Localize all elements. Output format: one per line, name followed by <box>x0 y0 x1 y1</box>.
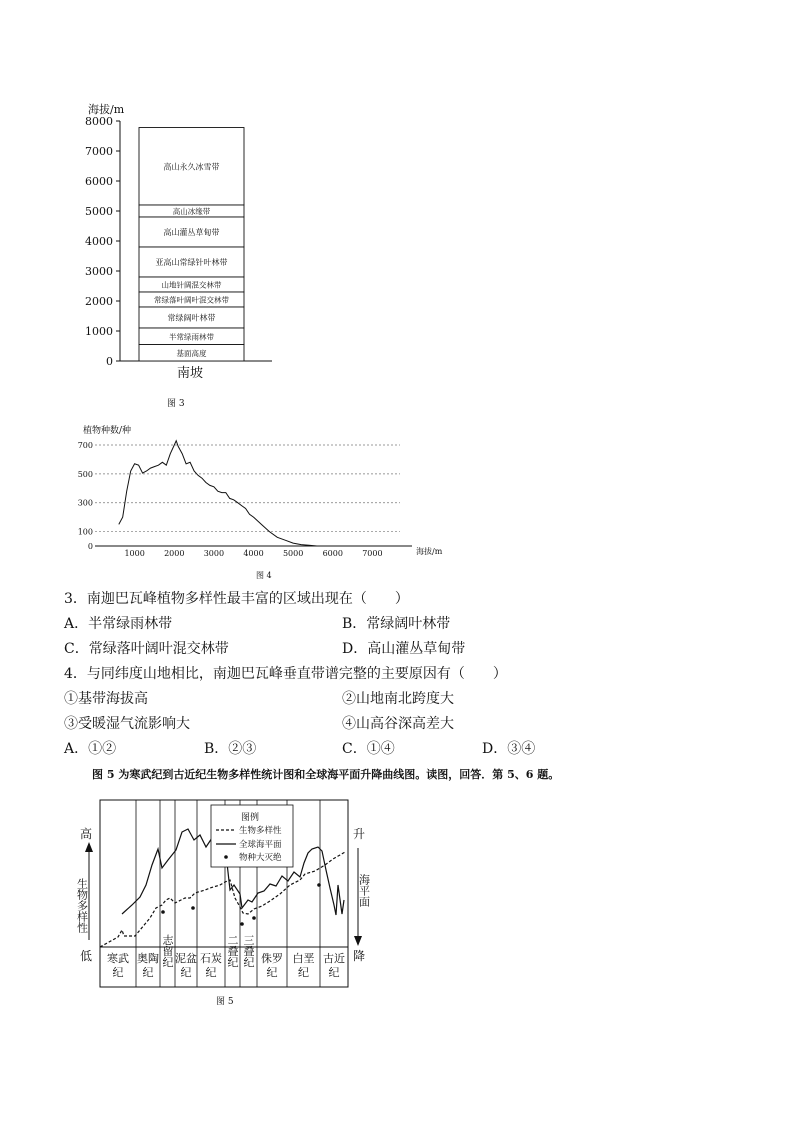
fig5-left-label: 生物多样性 <box>75 878 89 933</box>
fig3-caption: 图 3 <box>167 399 185 409</box>
question-4-option-a[interactable]: A．①② <box>64 741 117 757</box>
fig5-right-high: 升 <box>353 827 366 841</box>
fig3-y-axis-label: 海拔/m <box>88 103 125 116</box>
fig5-left-arrow-up-icon <box>85 842 93 852</box>
fig3-zone-label: 半常绿雨林带 <box>169 332 214 342</box>
fig5-period-label: 泥盆纪 <box>175 952 197 979</box>
fig4-y-tick-label: 500 <box>77 469 93 479</box>
fig5-biodiversity-sea-level-chart <box>0 790 794 1020</box>
fig5-legend-sea-level: 全球海平面 <box>239 840 282 850</box>
fig3-zone-label: 高山灌丛草甸带 <box>163 228 220 237</box>
intro-questions-5-6: 图 5 为寒武纪到古近纪生物多样性统计图和全球海平面升降曲线图。读图，回答．第 5、6 题。 <box>92 768 560 781</box>
fig5-period-label: 奥陶纪 <box>137 952 159 979</box>
fig5-period-label: 古近纪 <box>323 952 345 979</box>
fig4-y-tick-label: 0 <box>87 542 93 551</box>
fig5-legend-title: 图例 <box>241 813 260 823</box>
fig3-zone-chart <box>0 0 794 420</box>
fig3-zone-label: 常绿阔叶林带 <box>167 313 216 323</box>
fig5-period-label: 二叠纪 <box>226 934 239 968</box>
fig3-y-tick-label: 3000 <box>85 265 113 278</box>
fig4-x-tick-label: 5000 <box>282 549 304 558</box>
fig3-y-tick-label: 4000 <box>85 235 113 248</box>
question-4-item-2: ②山地南北跨度大 <box>342 691 454 707</box>
fig5-left-low: 低 <box>80 949 93 963</box>
fig5-legend-dot-swatch <box>224 855 228 859</box>
fig5-extinction-dot <box>252 916 256 920</box>
fig3-zone-label: 常绿落叶阔叶混交林带 <box>154 295 229 305</box>
fig5-left-high: 高 <box>80 827 93 841</box>
fig3-zone-label: 高山永久冰雪带 <box>163 162 220 172</box>
fig4-x-tick-label: 3000 <box>203 549 225 558</box>
fig3-y-tick-label: 1000 <box>85 325 113 338</box>
fig5-period-label: 三叠纪 <box>242 934 255 968</box>
question-3-option-b[interactable]: B．常绿阔叶林带 <box>342 616 451 632</box>
fig4-y-axis-label: 植物种数/种 <box>83 426 132 436</box>
fig4-y-tick-label: 300 <box>77 498 93 508</box>
fig4-x-tick-label: 7000 <box>362 549 383 558</box>
fig5-extinction-dot <box>317 883 321 887</box>
fig5-extinction-dot <box>191 906 195 910</box>
fig3-y-tick-label: 5000 <box>85 205 113 218</box>
question-4-option-c[interactable]: C．①④ <box>342 741 395 757</box>
fig3-zone-label: 山地针阔混交林带 <box>161 280 222 290</box>
fig3-zone-label: 高山冰缘带 <box>172 207 211 216</box>
fig4-x-tick-label: 4000 <box>243 549 264 558</box>
fig3-zone-label: 基面高度 <box>176 348 207 358</box>
fig3-y-tick-label: 6000 <box>85 175 113 188</box>
fig4-x-axis-label: 海拔/m <box>416 547 443 556</box>
fig5-period-label: 寒武纪 <box>107 952 129 979</box>
fig5-period-label: 白垩纪 <box>292 952 315 979</box>
fig3-y-tick-label: 7000 <box>85 145 113 158</box>
fig3-y-tick-label: 0 <box>106 355 113 368</box>
question-3-option-d[interactable]: D．高山灌丛草甸带 <box>342 641 466 657</box>
fig5-period-label: 石炭纪 <box>200 952 222 979</box>
question-3-option-a[interactable]: A．半常绿雨林带 <box>64 616 173 632</box>
fig5-period-label: 侏罗纪 <box>261 952 283 979</box>
fig5-legend-biodiversity: 生物多样性 <box>239 826 282 836</box>
fig5-right-arrow-down-icon <box>354 936 362 946</box>
fig5-period-label: 志留纪 <box>161 934 174 968</box>
fig4-x-tick-label: 1000 <box>124 549 145 558</box>
fig3-zone-label: 亚高山常绿针叶林带 <box>155 258 228 267</box>
fig5-right-low: 降 <box>353 949 366 963</box>
fig3-y-tick-label: 2000 <box>85 295 113 308</box>
question-4-option-b[interactable]: B．②③ <box>204 741 257 757</box>
fig5-extinction-dot <box>161 910 165 914</box>
fig5-legend-extinction: 物种大灭绝 <box>239 853 282 863</box>
question-4-item-3: ③受暖湿气流影响大 <box>64 716 190 732</box>
fig4-x-tick-label: 6000 <box>322 549 343 558</box>
question-4-item-1: ①基带海拔高 <box>64 691 148 707</box>
fig4-line-chart <box>0 420 794 590</box>
question-3-stem: 3．南迦巴瓦峰植物多样性最丰富的区域出现在（ ） <box>64 591 409 607</box>
question-4-item-4: ④山高谷深高差大 <box>342 716 454 732</box>
fig3-x-label: 南坡 <box>177 366 204 381</box>
question-4-option-d[interactable]: D．③④ <box>482 741 536 757</box>
fig4-plant-species-line <box>119 441 317 546</box>
fig4-caption: 图 4 <box>256 571 272 580</box>
fig4-x-tick-label: 2000 <box>164 549 185 558</box>
fig5-caption: 图 5 <box>216 997 234 1007</box>
fig5-extinction-dot <box>240 922 244 926</box>
question-3-option-c[interactable]: C．常绿落叶阔叶混交林带 <box>64 641 229 657</box>
fig4-y-tick-label: 100 <box>77 527 93 537</box>
question-4-stem: 4．与同纬度山地相比，南迦巴瓦峰垂直带谱完整的主要原因有（ ） <box>64 666 507 682</box>
fig4-y-tick-label: 700 <box>77 441 93 450</box>
fig3-y-tick-label: 8000 <box>85 115 113 128</box>
fig5-right-label: 海平面 <box>357 874 371 907</box>
